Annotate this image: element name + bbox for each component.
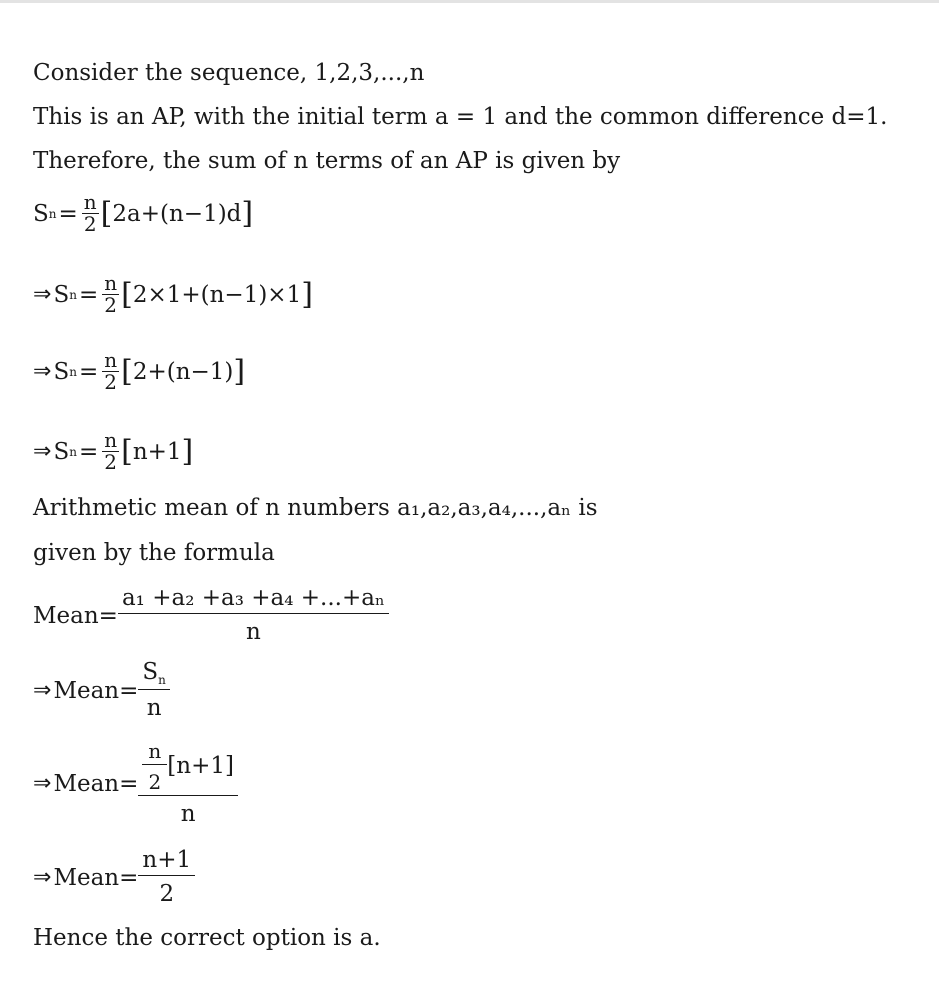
mean-fraction bbox=[138, 660, 170, 721]
equals-sign: = bbox=[78, 438, 99, 465]
mean-equals-sn-over-n bbox=[33, 660, 170, 721]
left-bracket: [ bbox=[100, 195, 113, 231]
equation-substituted bbox=[33, 273, 313, 316]
mean-denominator: n bbox=[138, 795, 238, 827]
mean-label: Mean= bbox=[53, 677, 139, 704]
equation-final-sum bbox=[33, 430, 193, 473]
mean-label: Mean= bbox=[53, 770, 139, 797]
fraction-denominator: 2 bbox=[104, 370, 118, 394]
right-bracket: ] bbox=[233, 353, 246, 389]
mean-numerator: n+1 bbox=[142, 847, 192, 873]
equation-sum-formula bbox=[33, 192, 253, 235]
s-symbol: S bbox=[53, 438, 70, 465]
fraction-numerator: n bbox=[104, 428, 118, 452]
half-fraction bbox=[82, 192, 99, 235]
fraction-numerator: n bbox=[104, 348, 118, 372]
mean-denominator: n bbox=[138, 689, 170, 721]
fraction-denominator: 2 bbox=[104, 293, 118, 317]
left-bracket: [ bbox=[121, 433, 133, 469]
fraction-denominator: 2 bbox=[142, 764, 167, 793]
intro-line-sequence: Consider the sequence, 1,2,3,...,n bbox=[33, 60, 425, 86]
left-bracket: [ bbox=[121, 276, 133, 312]
equals-sign: = bbox=[78, 358, 99, 385]
right-bracket: ] bbox=[241, 195, 254, 231]
mean-fraction bbox=[138, 848, 195, 908]
fraction-numerator: n bbox=[148, 739, 162, 763]
right-bracket: ] bbox=[181, 433, 194, 469]
top-edge-bar bbox=[0, 0, 939, 3]
mean-numerator: a₁ +a₂ +a₃ +a₄ +...+aₙ bbox=[121, 585, 385, 611]
conclusion-line: Hence the correct option is a. bbox=[33, 925, 381, 951]
bracket-content: 2+(n−1) bbox=[132, 358, 234, 385]
right-bracket: ] bbox=[301, 276, 313, 312]
half-fraction bbox=[102, 350, 119, 393]
mean-numerator bbox=[138, 660, 170, 689]
mean-denominator: n bbox=[118, 613, 389, 645]
implies-arrow-icon: ⇒ bbox=[33, 282, 52, 307]
equals-sign: = bbox=[78, 281, 99, 308]
fraction-denominator: 2 bbox=[104, 450, 118, 474]
implies-arrow-icon: ⇒ bbox=[33, 865, 52, 891]
s-symbol: S bbox=[142, 659, 159, 685]
s-subscript: n bbox=[158, 673, 166, 687]
a-terms-list: a₁,a₂,a₃,a₄,...,aₙ bbox=[397, 495, 572, 521]
bracket-content: [n+1] bbox=[167, 752, 234, 779]
mean-label: Mean= bbox=[33, 602, 118, 629]
mean-label: Mean= bbox=[53, 864, 139, 891]
intro-line-ap: This is an AP, with the initial term a = 1 and the common difference d=1. bbox=[33, 104, 888, 130]
half-fraction bbox=[144, 740, 165, 793]
fraction-denominator: 2 bbox=[83, 212, 97, 236]
s-symbol: S bbox=[53, 281, 70, 308]
mean-numerator bbox=[138, 740, 238, 795]
mean-formula bbox=[33, 586, 389, 646]
equation-simplified bbox=[33, 350, 245, 393]
mean-fraction bbox=[118, 586, 389, 646]
implies-arrow-icon: ⇒ bbox=[33, 678, 52, 704]
bracket-content: 2×1+(n−1)×1 bbox=[132, 281, 302, 308]
s-subscript: n bbox=[69, 364, 77, 379]
intro-line-sum: Therefore, the sum of n terms of an AP is given by bbox=[33, 148, 621, 174]
s-subscript: n bbox=[48, 206, 57, 221]
bracket-content: n+1 bbox=[132, 438, 182, 465]
half-fraction bbox=[102, 273, 119, 316]
arithmetic-mean-intro bbox=[33, 497, 598, 520]
s-subscript: n bbox=[69, 287, 77, 302]
s-symbol: S bbox=[33, 200, 49, 227]
mean-substituted bbox=[33, 740, 238, 827]
half-fraction bbox=[102, 430, 119, 473]
am-intro-suffix: is bbox=[578, 495, 598, 521]
arithmetic-mean-formula-intro: given by the formula bbox=[33, 540, 275, 566]
mean-denominator: 2 bbox=[138, 875, 195, 907]
implies-arrow-icon: ⇒ bbox=[33, 771, 52, 797]
s-symbol: S bbox=[53, 358, 70, 385]
fraction-numerator: n bbox=[104, 271, 118, 295]
s-subscript: n bbox=[69, 444, 77, 459]
mean-final bbox=[33, 848, 195, 908]
implies-arrow-icon: ⇒ bbox=[33, 359, 52, 384]
left-bracket: [ bbox=[121, 353, 133, 389]
bracket-content: 2a+(n−1)d bbox=[112, 200, 242, 227]
fraction-numerator: n bbox=[83, 190, 97, 214]
am-intro-prefix: Arithmetic mean of n numbers bbox=[33, 495, 390, 521]
mean-fraction bbox=[138, 740, 238, 827]
implies-arrow-icon: ⇒ bbox=[33, 439, 52, 464]
equals-sign: = bbox=[58, 200, 78, 227]
